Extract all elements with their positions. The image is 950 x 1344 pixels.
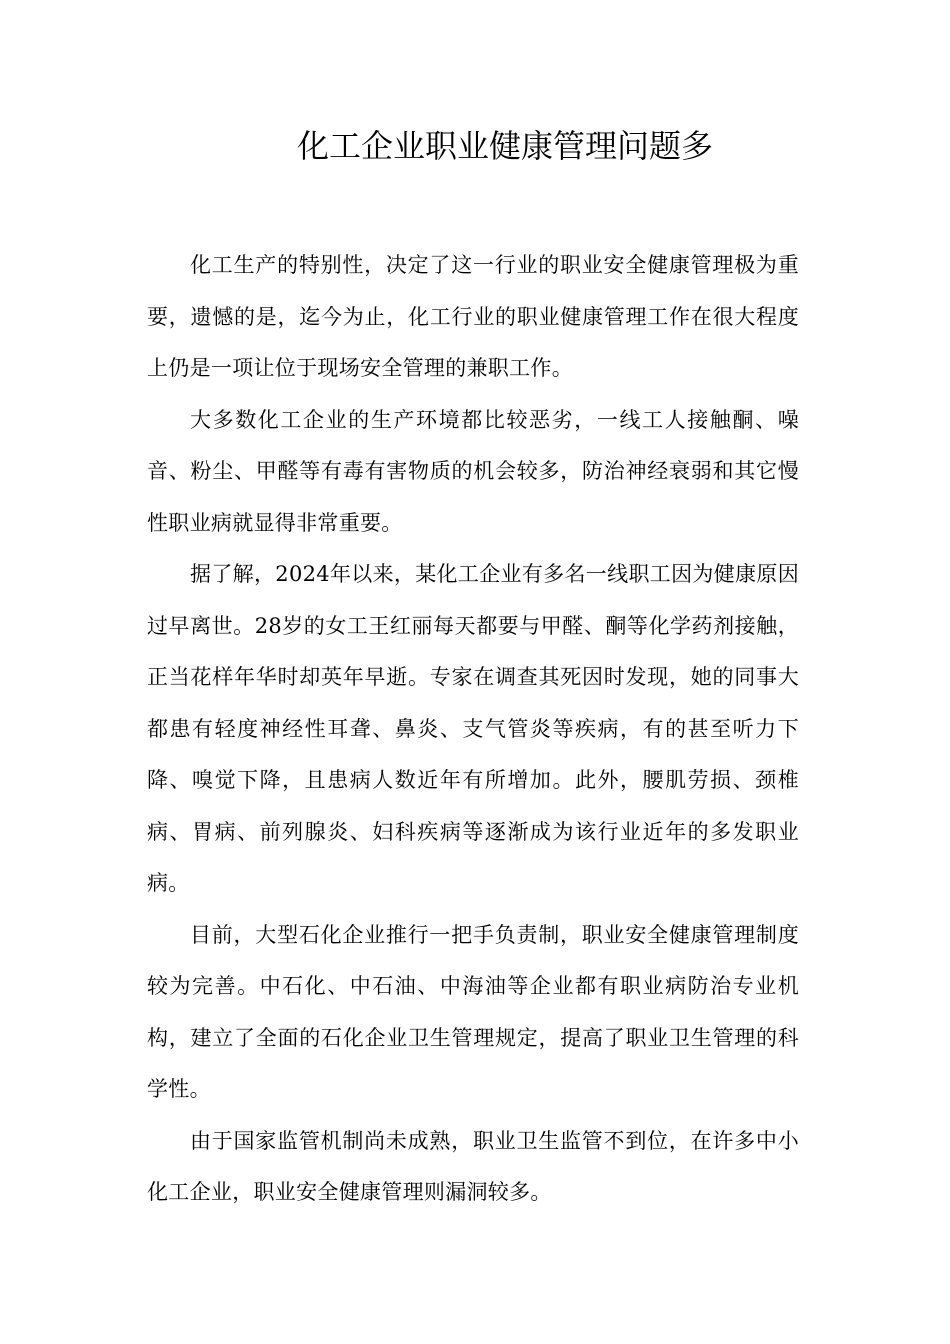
- paragraph-5: 由于国家监管机制尚未成熟，职业卫生监管不到位，在许多中小化工企业，职业安全健康管理则漏洞较多。: [147, 1128, 799, 1204]
- paragraph-1: 化工生产的特别性，决定了这一行业的职业安全健康管理极为重要，遗憾的是，迄今为止，化工行业的职业健康管理工作在很大程度上仍是一项让位于现场安全管理的兼职工作。: [147, 253, 799, 380]
- paragraph-2: 大多数化工企业的生产环境都比较恶劣，一线工人接触酮、噪音、粉尘、甲醛等有毒有害物质的机会较多，防治神经衰弱和其它慢性职业病就显得非常重要。: [147, 407, 799, 535]
- paragraph-4: 目前，大型石化企业推行一把手负责制，职业安全健康管理制度较为完善。中石化、中石油、中海油等企业都有职业病防治专业机构，建立了全面的石化企业卫生管理规定，提高了职业卫生管理的科学性。: [147, 922, 799, 1101]
- paragraph-3: 据了解，2024年以来，某化工企业有多名一线职工因为健康原因过早离世。28岁的女工王红丽每天都要与甲醛、酮等化学药剂接触，正当花样年华时却英年早逝。专家在调查其死因时发现，她的同事大都患有轻度神经性耳聋、鼻炎、支气管炎等疾病，有的甚至听力下降、嗅觉下降，且患病人数近年有所增加。此外，腰肌劳损、颈椎病、胃病、前列腺炎、妇科疾病等逐渐成为该行业近年的多发职业病。: [147, 562, 799, 895]
- document-body: [147, 240, 799, 1219]
- document-title: 化工企业职业健康管理问题多: [296, 127, 713, 165]
